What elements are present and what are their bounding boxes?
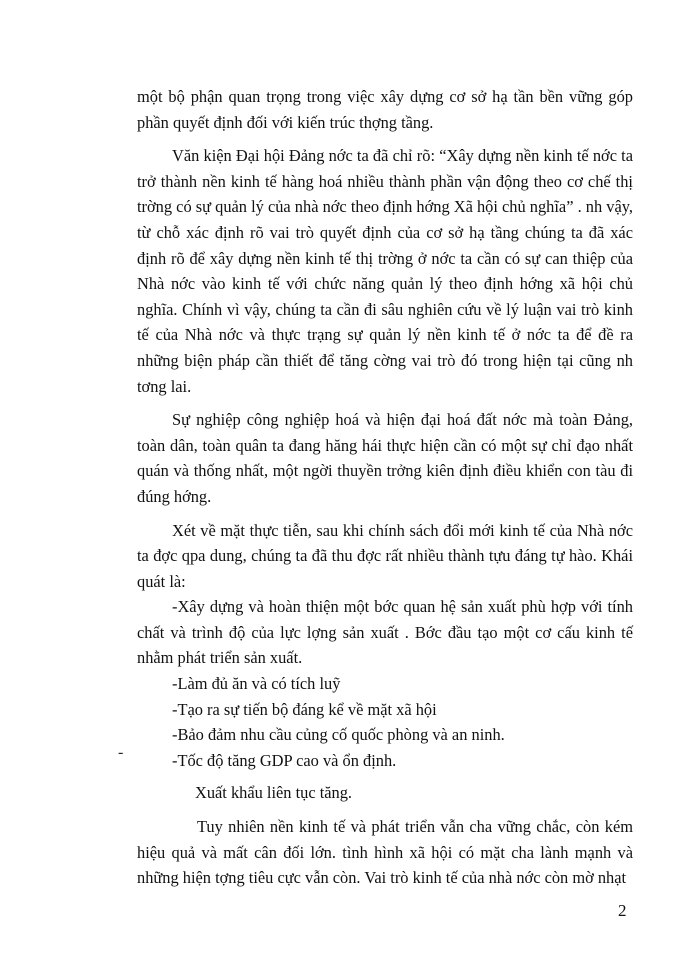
achievement-item: -Làm đủ ăn và có tích luỹ [172, 674, 341, 694]
page-number: 2 [618, 901, 627, 920]
body-text [137, 84, 633, 891]
achievement-item: -Xây dựng và hoàn thiện một bớc quan hệ sản xuất phù hợp với tính chất và trình độ của lực lợng sản xuất . Bớc đầu tạo một cơ cấu kinh tế nhằm phát triển sản xuất. [137, 597, 633, 668]
paragraph-continuation: một bộ phận quan trọng trong việc xây dựng cơ sở hạ tần bền vững góp phần quyết định đối với kiến trúc thợng tầng. [137, 87, 633, 132]
achievement-item: -Tốc độ tăng GDP cao và ổn định. [172, 750, 397, 770]
bullet-marker: - [118, 744, 124, 761]
export-growth-line: Xuất khẩu liên tục tăng. [195, 783, 353, 803]
paragraph-however: Tuy nhiên nền kinh tế và phát triển vẫn cha vững chắc, còn kém hiệu quả và mất cân đối lớn. tình hình xã hội có mặt cha lành mạnh và những hiện tợng tiêu cực vẫn còn. Vai trò kinh tế của nhà nớc còn mờ nhạt [137, 817, 633, 888]
achievement-item: -Tạo ra sự tiến bộ đáng kể về mặt xã hội [172, 699, 437, 719]
paragraph-industrialization: Sự nghiệp công nghiệp hoá và hiện đại hoá đất nớc mà toàn Đảng, toàn dân, toàn quân ta đang hăng hái thực hiện cần có một sự chỉ đạo nhất quán và thống nhất, một ngời thuyền trởng kiên định điều khiển con tàu đi đúng hớng. [137, 410, 633, 506]
paragraph-party-document: Văn kiện Đại hội Đảng nớc ta đã chỉ rõ: “Xây dựng nền kinh tế nớc ta trở thành nền kinh tế hàng hoá nhiều thành phần vận động theo cơ chế thị trờng có sự quản lý của nhà nớc theo định hớng Xã hội chủ nghĩa” . nh vậy, từ chỗ xác định rõ vai trò quyết định của cơ sở hạ tầng chúng ta đã xác định rõ để xây dựng nền kinh tế thị trờng ở nớc ta cần có sự can thiệp của Nhà nớc vào kinh tế với chức năng quản lý theo định hớng xã hội chủ nghĩa. Chính vì vậy, chúng ta cần đi sâu nghiên cứu về lý luận vai trò kinh tế của Nhà nớc và thực trạng sự quản lý nền kinh tế ở nớc ta để đề ra những biện pháp cần thiết để tăng cờng vai trò đó trong hiện tại cũng nh tơng lai. [137, 146, 633, 396]
achievement-item: -Bảo đảm nhu cầu củng cố quốc phòng và an ninh. [172, 725, 505, 745]
paragraph-practice: Xét về mặt thực tiễn, sau khi chính sách đổi mới kinh tế của Nhà nớc ta đợc qpa dung, chúng ta đã thu đợc rất nhiều thành tựu đáng tự hào. Khái quát là: [137, 520, 633, 591]
